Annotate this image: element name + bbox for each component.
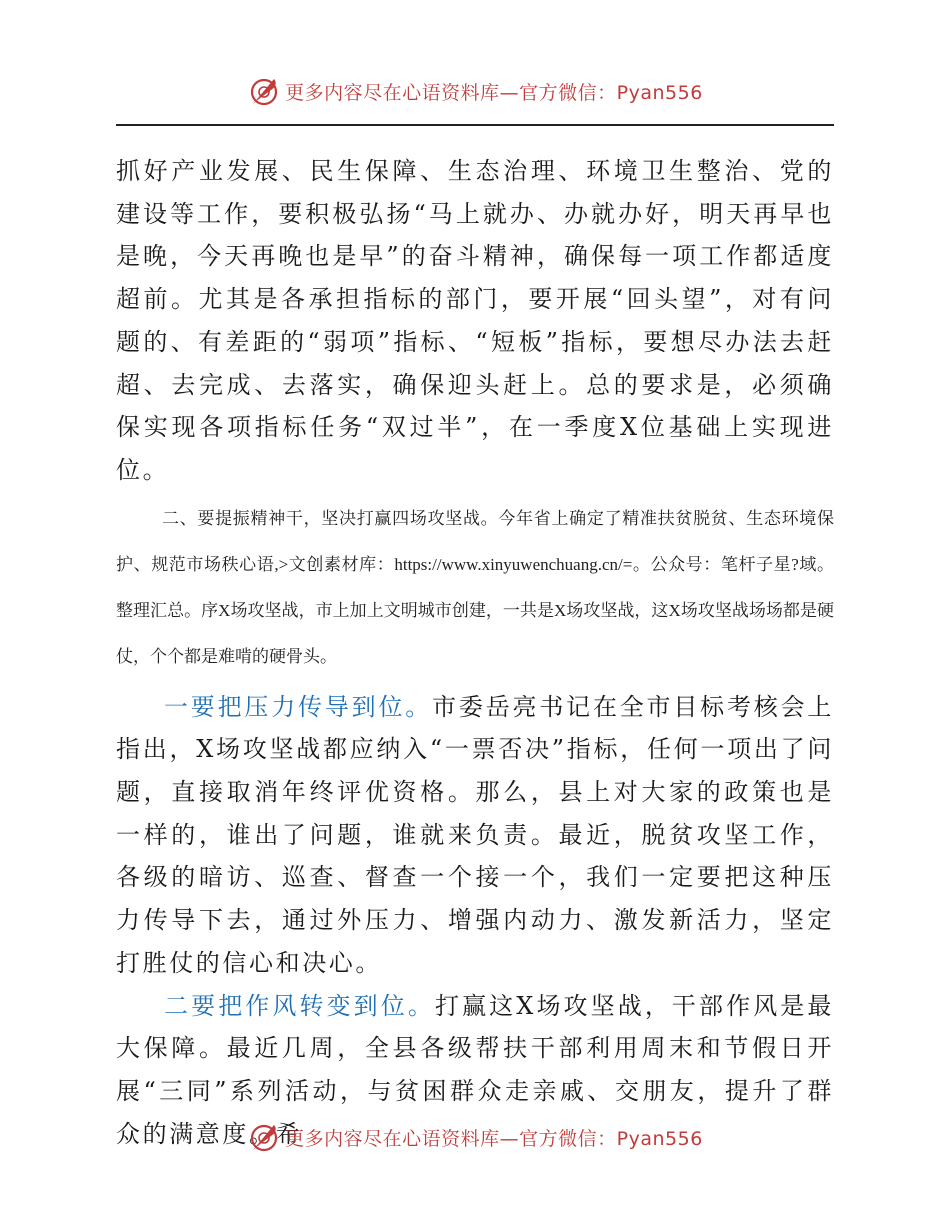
- footer-banner-text: 更多内容尽在心语资料库—官方微信：Pyan556: [285, 1127, 703, 1150]
- header-banner-text: 更多内容尽在心语资料库—官方微信：Pyan556: [285, 81, 703, 104]
- header-banner: [0, 71, 950, 111]
- header-divider: [116, 124, 834, 126]
- feather-logo-icon: [247, 1120, 281, 1154]
- footer-banner: [0, 1117, 950, 1157]
- body-paragraph-2: 二、要提振精神干，坚决打赢四场攻坚战。今年省上确定了精准扶贫脱贫、生态环境保护、规范市场秩心语,>文创素材库：https://www.xinyuwenchuang.cn/=。公众号：笔杆子星?域。整理汇总。序X场攻坚战，市上加上文明城市创建，一共是X场攻坚战，这X场攻坚战场场都是硬仗，个个都是难啃的硬骨头。: [116, 508, 834, 666]
- document-body: [116, 150, 834, 1155]
- section-heading-style: 二要把作风转变到位。: [164, 991, 435, 1020]
- body-paragraph-4-text: 打赢这X场攻坚战，干部作风是最大保障。最近几周，全县各级帮扶干部利用周末和节假日开展“三同”系列活动，与贫困群众走亲戚、交朋友，提升了群众的满意度。希: [116, 991, 834, 1148]
- feather-logo-icon: [247, 74, 281, 108]
- body-paragraph-3: [116, 686, 834, 985]
- body-paragraph-1: 抓好产业发展、民生保障、生态治理、环境卫生整治、党的建设等工作，要积极弘扬“马上就办、办就办好，明天再早也是晚，今天再晚也是早”的奋斗精神，确保每一项工作都适度超前。尤其是各承担指标的部门，要开展“回头望”，对有问题的、有差距的“弱项”指标、“短板”指标，要想尽办法去赶超、去完成、去落实，确保迎头赶上。总的要求是，必须确保实现各项指标任务“双过半”，在一季度X位基础上实现进位。: [116, 157, 834, 484]
- body-paragraph-3-text: 市委岳亮书记在全市目标考核会上指出，X场攻坚战都应纳入“一票否决”指标，任何一项出了问题，直接取消年终评优资格。那么，县上对大家的政策也是一样的，谁出了问题，谁就来负责。最近，脱贫攻坚工作，各级的暗访、巡查、督查一个接一个，我们一定要把这种压力传导下去，通过外压力、增强内动力、激发新活力，坚定打胜仗的信心和决心。: [116, 692, 835, 977]
- section-heading-pressure: 一要把压力传导到位。: [164, 692, 433, 721]
